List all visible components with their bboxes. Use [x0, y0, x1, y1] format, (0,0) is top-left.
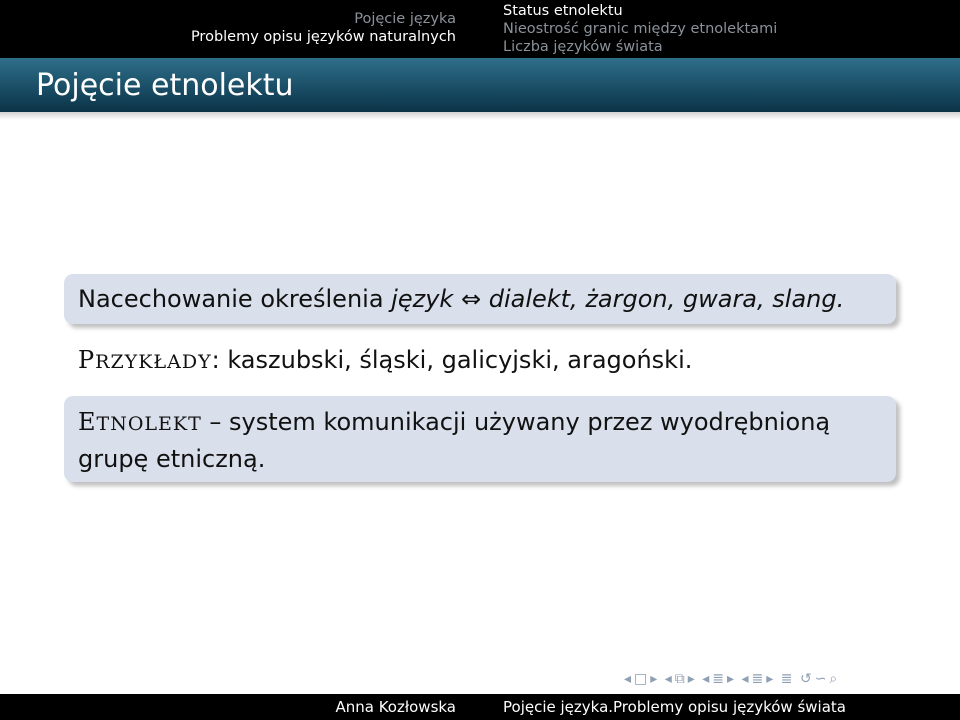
nav-next-section-icon[interactable]: ▸: [766, 671, 774, 687]
nav-section-problemy-opisu[interactable]: Problemy opisu języków naturalnych: [190, 29, 456, 45]
double-arrow-icon: ⇔: [460, 285, 482, 313]
forward-icon[interactable]: ∽: [814, 671, 827, 687]
search-icon[interactable]: ⌕: [829, 671, 838, 687]
content-line-3: [78, 407, 830, 439]
frame-title: Pojęcie etnolektu: [36, 68, 294, 103]
footer-author: Anna Kozłowska: [335, 698, 456, 716]
nav-prev-subsection-icon[interactable]: ◂: [702, 671, 710, 687]
frame-title-bar: [0, 58, 960, 112]
slide-icon[interactable]: □: [634, 671, 648, 687]
line1-text-b: język: [391, 285, 454, 313]
line4-text: grupę etniczną.: [78, 445, 266, 473]
line2-text: : kaszubski, śląski, galicyjski, aragoński.: [211, 346, 693, 374]
content-line-2: [78, 345, 692, 377]
nav-next-frame-icon[interactable]: ▸: [687, 671, 695, 687]
nav-prev-section-icon[interactable]: ◂: [741, 671, 749, 687]
nav-subsection-nieostrosc[interactable]: Nieostrość granic między etnolektami: [503, 21, 778, 37]
line3-text: – system komunikacji używany przez wyodrębnioną: [201, 408, 831, 436]
nav-section-pojecie-jezyka[interactable]: Pojęcie języka: [354, 11, 456, 27]
frame-icon[interactable]: ⧉: [674, 671, 685, 687]
nav-subsection-liczba[interactable]: Liczba języków świata: [503, 39, 663, 55]
header-left: [0, 0, 468, 58]
line1-text-a: Nacechowanie określenia: [78, 285, 392, 313]
footer-title: Pojęcie języka.Problemy opisu języków świata: [503, 698, 846, 716]
beamer-navigation-symbols: [624, 671, 954, 691]
content-line-4: [78, 444, 265, 474]
footer-bar: [0, 694, 960, 720]
back-icon[interactable]: ↺: [799, 671, 812, 687]
nav-next-subsection-icon[interactable]: ▸: [727, 671, 735, 687]
title-shadow: [0, 112, 960, 120]
header-right: [503, 0, 953, 58]
line2-smallcaps: PRZYKŁADY: [78, 346, 212, 374]
line1-text-c: dialekt, żargon, gwara, slang.: [488, 285, 845, 313]
nav-subsection-status[interactable]: Status etnolektu: [503, 3, 623, 19]
document-icon[interactable]: ≣: [780, 671, 793, 687]
nav-prev-slide-icon[interactable]: ◂: [624, 671, 632, 687]
section-icon[interactable]: ≣: [751, 671, 764, 687]
content-line-1: [78, 284, 844, 314]
header-navigation: [0, 0, 960, 58]
line3-smallcaps: ETNOLEKT: [78, 408, 202, 436]
footer-left: [0, 694, 468, 720]
subsection-icon[interactable]: ≣: [712, 671, 725, 687]
nav-prev-frame-icon[interactable]: ◂: [664, 671, 672, 687]
nav-next-slide-icon[interactable]: ▸: [650, 671, 658, 687]
